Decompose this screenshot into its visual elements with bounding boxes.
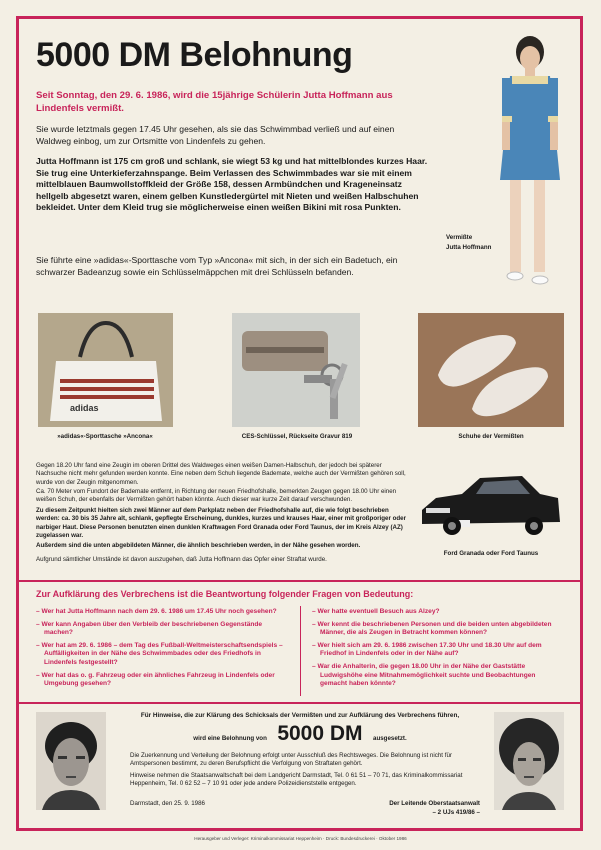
reward-line [150, 722, 450, 746]
reward-amount: 5000 DM [277, 722, 363, 745]
question-item: – Wer kann Angaben über den Verbleib der beschriebenen Gegenstände machen? [36, 620, 263, 637]
question-item: – Wer kennt die beschriebenen Personen und die beiden unten abgebildeten Männer, die als Zeugen in Betracht kommen können? [312, 620, 552, 637]
poster-title: 5000 DM Belohnung [36, 36, 353, 74]
shoes-caption: Schuhe der Vermißten [458, 433, 524, 440]
keys-photo [232, 313, 360, 427]
reward-suffix: ausgesetzt. [373, 735, 407, 742]
body-crime: Aufgrund sämtlicher Umstände ist davon auszugehen, daß Jutta Hoffmann das Opfer einer Straftat wurde. [36, 556, 327, 563]
shoes-photo [418, 313, 564, 427]
case-number: – 2 UJs 419/86 – [432, 809, 480, 816]
man-portrait-left [36, 712, 106, 810]
paragraph-last-seen: Sie wurde letztmals gegen 17.45 Uhr gesehen, als sie das Schwimmbad verließ und auf einen Waldweg einbog, um zur Ortsmitte von Lindenfels zu gehen. [36, 124, 395, 146]
lead-text: Seit Sonntag, den 29. 6. 1986, wird die 15jährige Schülerin Jutta Hoffmann aus Lindenfels vermißt. [36, 90, 393, 114]
separator-bottom [19, 702, 580, 704]
separator-top [19, 580, 580, 582]
bag-caption: »adidas«-Sporttasche »Ancona« [57, 433, 153, 440]
car-photo [418, 466, 564, 540]
questions-divider [300, 606, 301, 696]
reward-intro: Für Hinweise, die zur Klärung des Schicksals der Vermißten und zur Aufklärung des Verbrechens führen, [140, 712, 460, 719]
contact-info: Hinweise nehmen die Staatsanwaltschaft bei dem Landgericht Darmstadt, Tel. 0 61 51 – 70 71, das Kriminalkommissariat Heppenheim, Tel. 0 62 52 – 7 10 91 oder jede andere Polizeidienststelle entgegen. [130, 772, 463, 788]
body-shoe-found: Gegen 18.20 Uhr fand eine Zeugin im oberen Drittel des Waldweges einen weißen Damen-Halbschuh, der jedoch bei späterer Nachsuche nicht mehr gefunden werden konnte. Eine neben dem Schuh liegende Bademate, welche auch der Vermißten gehören soll, wurde von der Zeugin mitgenommen. [36, 462, 406, 486]
bag-photo [38, 313, 173, 427]
questions-heading: Zur Aufklärung des Verbrechens ist die Beantwortung folgender Fragen von Bedeutung: [36, 589, 414, 599]
footer-imprint: Herausgeber und Verleger: Kriminalkommissariat Heppenheim · Druck: Bundesdruckerei · Oktober 1986 [194, 836, 407, 841]
question-item: – Wer hat am 29. 6. 1986 – dem Tag des Fußball-Weltmeisterschaftsendspiels – Auffälligkeiten in der Nähe des Schwimmbades oder des Friedhofs in Lindenfels festgestellt? [36, 641, 283, 666]
bag-logo-text: adidas [70, 403, 99, 413]
question-item: – Wer hat Jutta Hoffmann nach dem 29. 6. 1986 um 17.45 Uhr noch gesehen? [36, 608, 277, 615]
body-men-seen: Außerdem sind die unten abgebildeten Männer, die ähnlich beschrieben werden, in der Nähe gesehen worden. [36, 542, 361, 549]
man-portrait-right [494, 712, 564, 810]
paragraph-description: Jutta Hoffmann ist 175 cm groß und schlank, sie wiegt 53 kg und hat mittelblondes kurzes Haar. Sie trug eine Unterkieferzahnspange. Beim Verlassen des Schwimmbades war sie mit einem mittelblauen Baumwollstoffkleid der Größe 158, dessen Armbündchen und Krageneinsatz hellgelb abgesetzt waren, einem gelben Kunstledergürtel mit Nieten und weißen Halbschuhen bekleidet. Unter dem Kleid trug sie möglicherweise einen weißen Bikini mit rosa Punkten. [36, 156, 428, 212]
missing-girl-photo [482, 30, 572, 300]
missing-caption-label: Vermißte [446, 234, 473, 241]
body-second-shoe: Ca. 70 Meter vom Fundort der Bademate entfernt, in Richtung der neuen Friedhofshalle, bemerkten Zeugen gegen 18.00 Uhr einen weißen Schuh, der ebenfalls der Vermißten gehört haben könnte. Auch dieser war kurze Zeit darauf verschwunden. [36, 488, 397, 504]
car-caption: Ford Granada oder Ford Taunus [443, 550, 539, 557]
missing-caption-name: Jutta Hoffmann [446, 244, 492, 251]
question-item: – Wer hatte eventuell Besuch aus Alzey? [312, 608, 440, 615]
questions-left-list [36, 608, 291, 693]
questions-right-list [312, 608, 564, 693]
reward-terms: Die Zuerkennung und Verteilung der Belohnung erfolgt unter Ausschluß des Rechtsweges. Die Belohnung ist nicht für Amtspersonen bestimmt, zu deren Berufspflicht die Verfolgung von Straftaten gehört. [130, 752, 452, 768]
keys-caption: CES-Schlüssel, Rückseite Gravur 819 [241, 433, 353, 440]
place-date: Darmstadt, den 25. 9. 1986 [130, 800, 205, 807]
paragraph-bag: Sie führte eine »adidas«-Sporttasche vom Typ »Ancona« mit sich, in der sich ein Badetuch, ein schwarzer Badeanzug sowie ein Schlüsselmäppchen mit drei Schlüsseln befanden. [36, 255, 398, 277]
signatory: Der Leitende Oberstaatsanwalt [389, 800, 480, 807]
body-suspects: Zu diesem Zeitpunkt hielten sich zwei Männer auf dem Parkplatz neben der Friedhofshalle auf, die wie folgt beschrieben werden: ca. 30 bis 35 Jahre alt, schlank, gepflegte Erscheinung, dunkles, kurzes und krauses Haar, einer mit großporiger oder narbiger Haut. Diese Personen benutzten einen dunklen Kraftwagen Ford Granada oder Ford Taunus, der im Kreis Alzey (AZ) zugelassen war. [36, 507, 406, 540]
question-item: – Wer hielt sich am 29. 6. 1986 zwischen 17.30 Uhr und 18.30 Uhr auf dem Friedhof in Lindenfels oder in der Nähe auf? [312, 641, 542, 658]
reward-prefix: wird eine Belohnung von [193, 735, 267, 742]
question-item: – War die Anhalterin, die gegen 18.00 Uhr in der Nähe der Gaststätte Ludwigshöhe eine Mitnahmemöglichkeit suchte und Beobachtungen gemacht haben könnte? [312, 662, 536, 688]
question-item: – Wer hat das o. g. Fahrzeug oder ein ähnliches Fahrzeug in Lindenfels oder Umgebung gesehen? [36, 671, 275, 688]
